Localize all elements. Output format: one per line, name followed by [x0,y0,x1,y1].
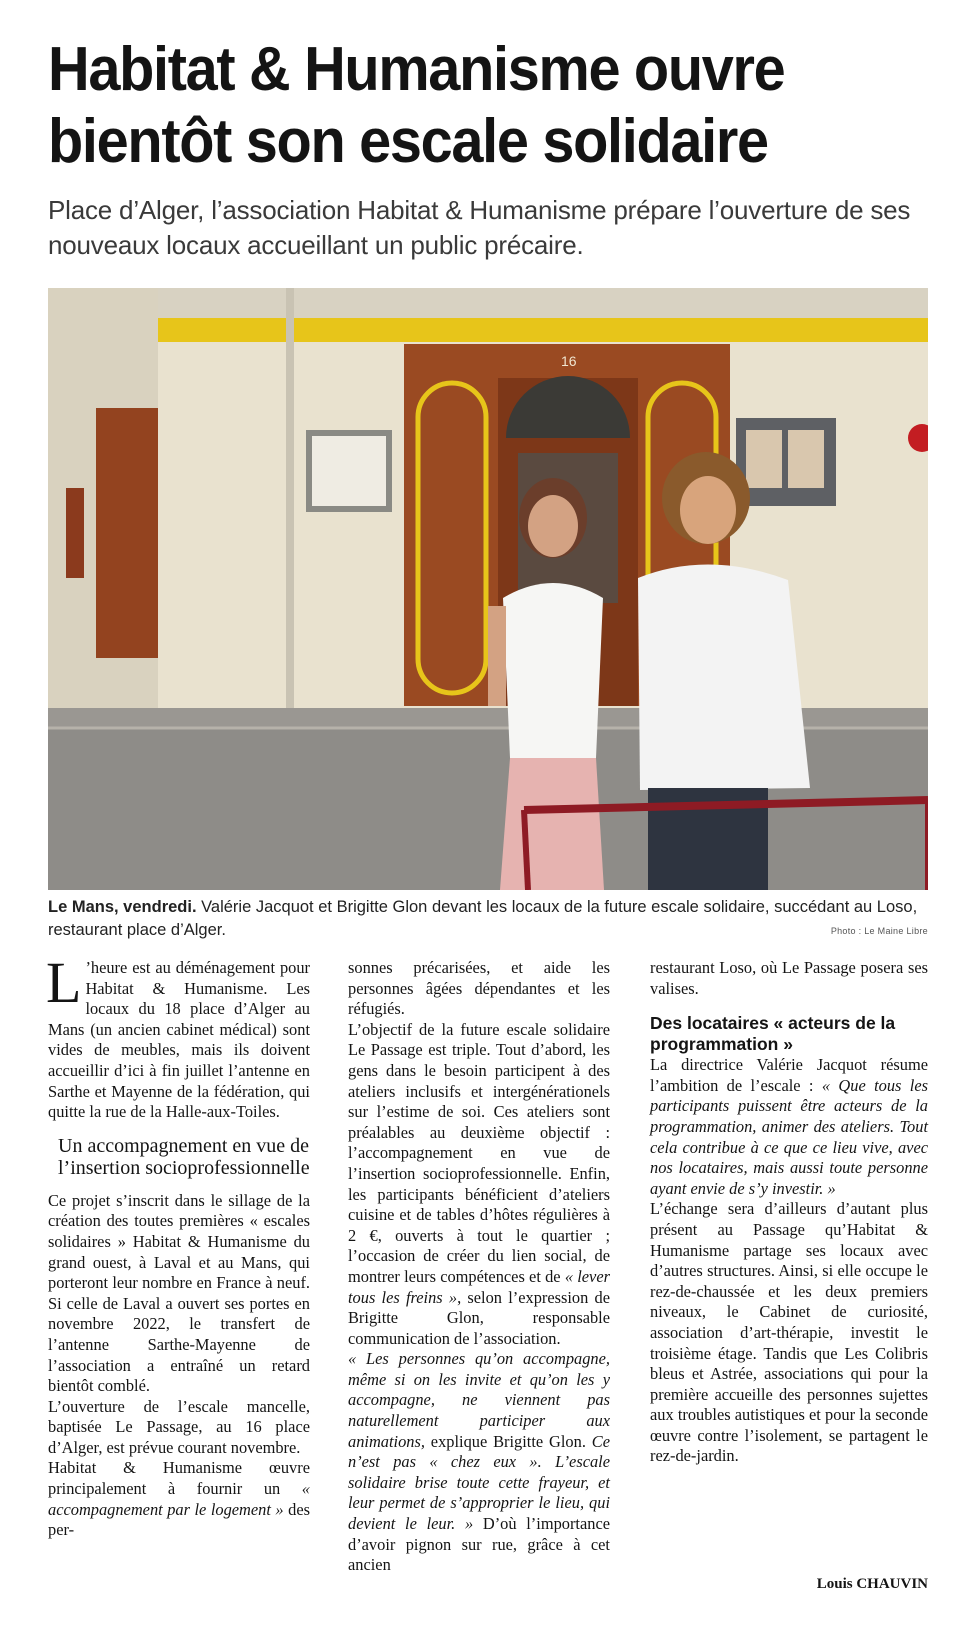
headline: Habitat & Humanisme ouvre bientôt son escale solidaire [48,35,785,176]
door-number: 16 [561,353,577,369]
quote: « lever tous les freins » [348,1266,610,1307]
column-3 [650,958,928,1467]
paragraph [46,950,310,1123]
paragraph-text: La directrice Valérie Jacquot résume l’ambition de l’escale : [650,1055,928,1095]
caption-text: Valérie Jacquot et Brigitte Glon devant les locaux de la future escale solidaire, succédant au Loso, restaurant place d’Alger. [48,898,918,939]
photo-caption [48,896,928,942]
paragraph [348,1349,610,1576]
standfirst: Place d’Alger, l’association Habitat & Humanisme prépare l’ouverture de ses nouveaux locaux accueillant un public précaire. [48,195,911,260]
column-1 [46,950,310,1541]
paragraph [650,1055,928,1199]
subheading: Des locataires « acteurs de la programmation » [650,1013,896,1055]
quote: Ce n’est pas « chez eux ». L’escale solidaire brise toute cette frayeur, et leur permet de s’approprier le lieu, qui devient le leur. » [348,1431,610,1534]
article-photo [48,288,928,890]
paragraph-text: explique Brigitte Glon. [424,1431,592,1451]
paragraph-text: des per- [48,1499,310,1540]
quote: « Que tous les participants puissent être acteurs de la programmation, animer des ateliers. Tout cela contribue à ce que ce lieu vive, avec nos locataires, mais aussi toute personne ayant envie de s’y investir. » [650,1075,928,1198]
caption-lead: Le Mans, vendredi. [48,898,197,916]
paragraph: sonnes précarisées, et aide les personnes âgées dépendantes et les réfugiés. [348,958,610,1019]
paragraph: restaurant Loso, où Le Passage posera ses valises. [650,958,928,998]
paragraph-text: D’où l’importance d’avoir pignon sur rue, grâce à cet ancien [348,1514,610,1575]
subheading: Un accompagnement en vue de l’insertion socioprofessionnelle [58,1134,310,1179]
paragraph-text: Habitat & Humanisme œuvre principalement à fournir un [48,1458,310,1499]
column-2 [348,958,610,1576]
quote: « Les personnes qu’on accompagne, même si on les invite et qu’on les y accompagne, ne viennent pas naturellement participer aux animations, [348,1349,610,1451]
paragraph: L’échange sera d’ailleurs d’autant plus présent au Passage qu’Habitat & Humanisme partage ses locaux avec d’autres structures. Ainsi, si elle occupe le rez-de-chaussée et les deux premiers niveaux, le Cabinet de curiosité, association d’art-thérapie, investit le troisième étage. Tandis que Les Colibris bleus et Astrée, associations qui pour la première accueille des personnes sujettes aux troubles autistiques et pour la seconde œuvre contre l’isolement, se partagent le rez-de-jardin. [650,1199,928,1466]
paragraph-text: ’heure est au déménagement pour Habitat & Humanisme. Les locaux du 18 place d’Alger au Mans (un ancien cabinet médical) sont vides de meubles, mais ils doivent accueillir d’ici à fin juillet l’antenne en Sarthe et Mayenne de la fédération, qui quitte la rue de la Halle-aux-Toiles. [48,958,310,1122]
photo-illustration [48,288,928,890]
paragraph: L’ouverture de l’escale mancelle, baptisée Le Passage, au 16 place d’Alger, est prévue courant novembre. [48,1396,310,1457]
photo-credit: Photo : Le Maine Libre [830,926,928,936]
paragraph-text: L’objectif de la future escale solidaire Le Passage est triple. Tout d’abord, les gens dans le besoin participent à des ateliers inclusifs et intergénérationels sur l’estime de soi. Ces ateliers sont préalables au deuxième objectif : l’accompagnement en vue de l’insertion socioprofessionnelle. Enfin, les participants bénéficient d’ateliers cuisine et de tables d’hôtes régulières à 2 €, ouverts à tout le quartier ; l’occasion de créer du lien social, de montrer leurs compétences et de [348,1019,610,1286]
paragraph-text: , selon l’expression de Brigitte Glon, responsable communication de l’association. [348,1287,611,1348]
quote: « accompagnement par le logement » [48,1479,310,1519]
paragraph [348,1020,610,1350]
paragraph: Ce projet s’inscrit dans le sillage de la création des toutes premières « escales solidaires » Habitat & Humanisme du grand ouest, à Laval et au Mans, qui porteront leur nombre en France à neuf. Si celle de Laval a ouvert ses portes en novembre 2022, le transfert de l’antenne Sarthe-Mayenne de l’association a entraîné un retard bientôt comblé. [48,1190,310,1396]
paragraph [48,1458,310,1540]
drop-cap: L [46,950,82,1015]
author-byline: Louis CHAUVIN [816,1576,928,1592]
